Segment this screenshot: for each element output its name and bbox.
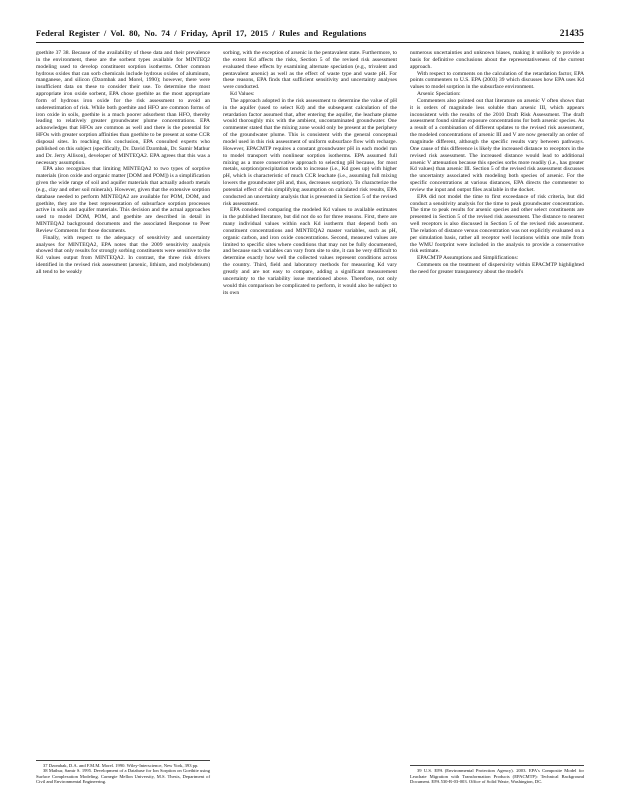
paragraph: Finally, with respect to the adequacy of sensitivity and uncertainty analyses for MINTEQA2, EPA notes that the 2009 sensitivity analysis showed that only results for strongly sorbing constituents were sensitive to the Kd values output from MINTEQA2. In contrast, the three risk drivers identified in the revised risk assessment (arsenic, lithium, and molybdenum) all tend to be weakly — [36, 234, 210, 275]
page-number: 21435 — [559, 29, 584, 39]
column-3-body — [410, 50, 584, 763]
footnote: 39 U.S. EPA (Environmental Protection Agency). 2003. EPA's Composite Model for Leachate Migration with Transformation Products (EPACMTP): Technical Background Document. EPA 530-R-03-003. Office of Solid Waste, Washington, DC. — [410, 768, 584, 785]
footnote: 37 Dzombak, D.A. and F.M.M. Morel. 1990. Wiley-Interscience, New York, 393 pp. — [43, 762, 199, 768]
paragraph: EPA did not model the time to first exceedance of risk criteria, but did conduct a sensitivity analysis for the time to peak groundwater concentration. The time to peak results for arsenic species and other select constituents are presented in Section 5 of the revised risk assessment. The distance to nearest well receptors is also discussed in Section 5 of the revised risk assessment. The relation of distance versus concentration was not explicitly evaluated on a per simulation basis, rather all receptor well locations within one mile from the WMU footprint were included in the analysis to provide a conservative risk estimate. — [410, 193, 584, 255]
section-heading: EPACMTP Assumptions and Simplifications: — [417, 255, 519, 262]
paragraph: sorbing, with the exception of arsenic in the pentavalent state. Furthermore, to the extent Kd affects the risks, Section 5 of the revised risk assessment evaluated these effects by examining alternate speciation (e.g., trivalent and pentavalent arsenic) as well as the effect of waste type and waste pH. For these reasons, EPA finds that sufficient sensitivity and uncertainty analyses were conducted. — [223, 50, 397, 91]
header-citation: Federal Register / Vol. 80, No. 74 / Friday, April 17, 2015 / Rules and Regulations — [36, 28, 367, 38]
paragraph: EPA considered comparing the modeled Kd values to available estimates in the published literature, but did not do so for three reasons. First, there are many individual values within each Kd isotherm that depend both on constituent concentrations and MINTEQA2 master variables, such as pH, organic carbon, and iron oxide concentrations. Second, measured values are limited to specific sites where conditions that may not be fully documented, and because such variables can vary from site to site, it can be very difficult to determine exactly how well the collected values represent conditions across the country. Third, field and laboratory methods for measuring Kd vary greatly and are not easy to compare, adding a significant measurement uncertainty to the variability issue mentioned above. Therefore, not only would this comparison be complicated to perform, it would also be subject to its own — [223, 207, 397, 296]
section-heading: Kd Values: — [230, 91, 255, 98]
column-1 — [36, 50, 210, 785]
paragraph: goethite 37 38. Because of the availability of these data and their prevalence in the environment, these are the sorbent types available for MINTEQ2 modeling used to develop constituent sorption isotherms. Other common hydrous oxides that can sorb chemicals include hydrous oxides of aluminum, manganese, and silicon (Dzombak and Morel, 1990); however, there were insufficient data on these to consider their use. To determine the most appropriate iron oxide sorbent, EPA chose goethite as the most appropriate form of hydrous iron oxide for the risk assessment to avoid an underestimation of risk. While both goethite and HFO are common forms of iron oxide in soils, goethite is a much poorer adsorbent than HFO, thereby leading to relatively greater groundwater plume concentrations. EPA acknowledges that HFOs are common as well and there is the potential for HFOs with greater sorption affinities than goethite to be present at some CCR disposal sites. In reaching this conclusion, EPA consulted experts who published on this subject (specifically, Dr. David Dzombak, Dr. Samir Mathur and Dr. Jerry Allison), developer of MINTEQA2. EPA agrees that this was a necessary assumption. — [36, 50, 210, 166]
paragraph: numerous uncertainties and unknown biases, making it unlikely to provide a basis for definitive conclusions about the representativeness of the current approach. — [410, 50, 584, 70]
section-heading: Arsenic Speciation: — [417, 91, 461, 98]
column-1-body — [36, 50, 210, 758]
paragraph: EPA also recognizes that limiting MINTEQA2 to two types of sorptive materials (iron oxide and organic matter [DOM and POM]) is a simplification given the wide range of soil and aquifer materials that actually adsorb metals (e.g., clay and other soil minerals). However, given that the extensive sorption database needed to perform MINTEQA2 are available for POM, DOM, and goethite, they are the best representation of subsurface sorption processes active in soils and aquifer materials. This decision and the actual approaches used to model DOM, POM, and goethite are described in detail in MINTEQA2 background documents and the associated Response to Peer Review Comments for those documents. — [36, 166, 210, 234]
column-1-footnotes — [36, 760, 210, 785]
column-3-footnotes — [410, 765, 584, 785]
footnote: 38 Mathur, Samir S. 1995. Development of a Database for Ion Sorption on Goethite using Surface Complexation Modeling. Carnegie Mellon University, M.S. Thesis, Department of Civil and Environmental Engineering. — [36, 768, 210, 785]
text-columns — [36, 50, 584, 785]
column-2-body — [223, 50, 397, 785]
column-3 — [410, 50, 584, 785]
page-header — [36, 28, 584, 43]
paragraph: The approach adopted in the risk assessment to determine the value of pH in the aquifer (used to select Kd) and the subsequent calculation of the retardation factor assumed that, after entering the aquifer, the leachate plume would thoroughly mix with the ambient, uncontaminated groundwater. One commenter stated that the mixing zone would only be present at the periphery of the groundwater plume. This is consistent with the general conceptual model used in this risk assessment of uniform subsurface flow with recharge. However, EPACMTP requires a constant groundwater pH in each model run to model transport with nonlinear sorption isotherms. EPA assumed full mixing as a more conservative approach to selecting pH because, for most metals, sorption/precipitation tends to increase (i.e., Kd goes up) with higher pH, which is characteristic of much CCR leachate (i.e., assuming full mixing lowers the groundwater pH and, thus, decreases sorption). To characterize the potential effect of this simplifying assumption on calculated risk results, EPA conducted an uncertainty analysis that is presented in Section 5 of the revised risk assessment. — [223, 97, 397, 207]
paragraph: Commenters also pointed out that literature on arsenic V often shows that it is orders of magnitude less soluble than arsenic III, which appears inconsistent with the results of the 2010 Draft Risk Assessment. The draft assessment found similar exposure concentrations for both arsenic species. As a result of a combination of different updates to the revised risk assessment, the modeled concentrations of arsenic III and V are now generally an order of magnitude different, although the specific results vary between pathways. One cause of this difference is likely the increased distance to receptors in the revised risk assessment. The increased distance would lead to additional arsenic V attenuation because this species sorbs more readily (i.e., has greater Kd values) than arsenic III. Section 5 of the revised risk assessment discusses the uncertainty associated with modeling both species of arsenic. For the specific concentrations at various distances, EPA directs the commenter to review the input and output files available in the docket. — [410, 97, 584, 193]
paragraph: With respect to comments on the calculation of the retardation factor, EPA points commenters to U.S. EPA (2003) 39 which discusses how EPA uses Kd values to model sorption in the subsurface environment. — [410, 70, 584, 91]
paragraph: Comments on the treatment of dispersivity within EPACMTP highlighted the need for greater transparency about the model's — [410, 262, 584, 275]
column-2 — [223, 50, 397, 785]
